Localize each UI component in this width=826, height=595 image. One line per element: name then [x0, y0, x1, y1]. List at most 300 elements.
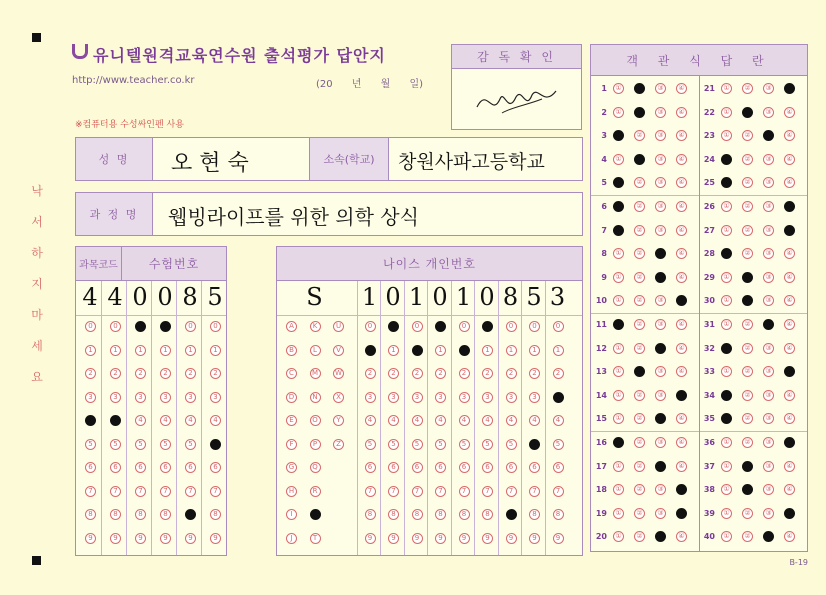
digit-bubble[interactable]: 3 — [529, 392, 540, 403]
digit-bubble[interactable]: 1 — [365, 345, 376, 356]
digit-bubble[interactable]: 0 — [185, 321, 196, 332]
answer-bubble[interactable]: ② — [742, 343, 753, 354]
digit-bubble[interactable]: 9 — [185, 533, 196, 544]
answer-bubble[interactable]: ① — [613, 531, 624, 542]
digit-bubble[interactable]: 4 — [506, 415, 517, 426]
digit-bubble[interactable]: 0 — [435, 321, 446, 332]
digit-bubble[interactable]: 0 — [553, 321, 564, 332]
letter-bubble[interactable]: X — [333, 392, 344, 403]
digit-bubble[interactable]: 0 — [412, 321, 423, 332]
digit-bubble[interactable]: 5 — [210, 439, 221, 450]
answer-bubble[interactable]: ③ — [655, 366, 666, 377]
digit-bubble[interactable]: 2 — [365, 368, 376, 379]
digit-bubble[interactable]: 9 — [85, 533, 96, 544]
answer-bubble[interactable]: ① — [721, 295, 732, 306]
digit-bubble[interactable]: 4 — [553, 415, 564, 426]
answer-bubble[interactable]: ④ — [784, 201, 795, 212]
answer-bubble[interactable]: ③ — [763, 272, 774, 283]
digit-bubble[interactable]: 4 — [459, 415, 470, 426]
digit-bubble[interactable]: 6 — [110, 462, 121, 473]
answer-bubble[interactable]: ② — [742, 461, 753, 472]
answer-bubble[interactable]: ② — [742, 201, 753, 212]
digit-bubble[interactable]: 6 — [529, 462, 540, 473]
digit-bubble[interactable]: 6 — [185, 462, 196, 473]
answer-bubble[interactable]: ③ — [655, 107, 666, 118]
digit-bubble[interactable]: 6 — [412, 462, 423, 473]
digit-bubble[interactable]: 5 — [435, 439, 446, 450]
letter-bubble[interactable]: N — [310, 392, 321, 403]
answer-bubble[interactable]: ② — [634, 154, 645, 165]
answer-bubble[interactable]: ③ — [763, 154, 774, 165]
digit-bubble[interactable]: 2 — [85, 368, 96, 379]
answer-bubble[interactable]: ① — [613, 130, 624, 141]
answer-bubble[interactable]: ④ — [676, 248, 687, 259]
digit-bubble[interactable]: 8 — [365, 509, 376, 520]
digit-bubble[interactable]: 3 — [365, 392, 376, 403]
answer-bubble[interactable]: ① — [613, 248, 624, 259]
digit-bubble[interactable]: 5 — [506, 439, 517, 450]
answer-bubble[interactable]: ③ — [763, 177, 774, 188]
answer-bubble[interactable]: ③ — [655, 413, 666, 424]
answer-bubble[interactable]: ① — [721, 437, 732, 448]
digit-bubble[interactable]: 3 — [185, 392, 196, 403]
answer-bubble[interactable]: ② — [634, 130, 645, 141]
digit-bubble[interactable]: 5 — [482, 439, 493, 450]
answer-bubble[interactable]: ① — [721, 83, 732, 94]
answer-bubble[interactable]: ① — [613, 319, 624, 330]
letter-bubble[interactable]: R — [310, 486, 321, 497]
digit-bubble[interactable]: 9 — [553, 533, 564, 544]
digit-bubble[interactable]: 0 — [210, 321, 221, 332]
answer-bubble[interactable]: ③ — [763, 390, 774, 401]
digit-bubble[interactable]: 7 — [110, 486, 121, 497]
digit-bubble[interactable]: 4 — [85, 415, 96, 426]
answer-bubble[interactable]: ① — [721, 107, 732, 118]
answer-bubble[interactable]: ③ — [655, 437, 666, 448]
answer-bubble[interactable]: ① — [613, 225, 624, 236]
digit-bubble[interactable]: 8 — [435, 509, 446, 520]
answer-bubble[interactable]: ③ — [763, 225, 774, 236]
digit-bubble[interactable]: 1 — [435, 345, 446, 356]
answer-bubble[interactable]: ① — [721, 366, 732, 377]
digit-bubble[interactable]: 5 — [160, 439, 171, 450]
digit-bubble[interactable]: 8 — [529, 509, 540, 520]
answer-bubble[interactable]: ④ — [676, 83, 687, 94]
digit-bubble[interactable]: 5 — [412, 439, 423, 450]
digit-bubble[interactable]: 9 — [210, 533, 221, 544]
answer-bubble[interactable]: ① — [613, 154, 624, 165]
digit-bubble[interactable]: 1 — [210, 345, 221, 356]
answer-bubble[interactable]: ② — [634, 461, 645, 472]
letter-bubble[interactable]: O — [310, 415, 321, 426]
digit-bubble[interactable]: 0 — [160, 321, 171, 332]
answer-bubble[interactable]: ① — [613, 484, 624, 495]
answer-bubble[interactable]: ④ — [676, 366, 687, 377]
digit-bubble[interactable]: 3 — [506, 392, 517, 403]
answer-bubble[interactable]: ② — [742, 413, 753, 424]
digit-bubble[interactable]: 8 — [553, 509, 564, 520]
answer-bubble[interactable]: ③ — [763, 107, 774, 118]
answer-bubble[interactable]: ② — [742, 319, 753, 330]
digit-bubble[interactable]: 4 — [435, 415, 446, 426]
digit-bubble[interactable]: 2 — [135, 368, 146, 379]
answer-bubble[interactable]: ③ — [655, 83, 666, 94]
answer-bubble[interactable]: ② — [742, 508, 753, 519]
digit-bubble[interactable]: 9 — [435, 533, 446, 544]
digit-bubble[interactable]: 3 — [412, 392, 423, 403]
letter-bubble[interactable]: C — [286, 368, 297, 379]
digit-bubble[interactable]: 2 — [459, 368, 470, 379]
digit-bubble[interactable]: 7 — [388, 486, 399, 497]
digit-bubble[interactable]: 7 — [553, 486, 564, 497]
answer-bubble[interactable]: ④ — [676, 295, 687, 306]
digit-bubble[interactable]: 3 — [160, 392, 171, 403]
answer-bubble[interactable]: ④ — [784, 366, 795, 377]
digit-bubble[interactable]: 1 — [412, 345, 423, 356]
answer-bubble[interactable]: ② — [634, 390, 645, 401]
digit-bubble[interactable]: 5 — [459, 439, 470, 450]
answer-bubble[interactable]: ① — [613, 177, 624, 188]
digit-bubble[interactable]: 0 — [506, 321, 517, 332]
digit-bubble[interactable]: 2 — [506, 368, 517, 379]
digit-bubble[interactable]: 9 — [135, 533, 146, 544]
answer-bubble[interactable]: ④ — [784, 107, 795, 118]
answer-bubble[interactable]: ③ — [763, 201, 774, 212]
digit-bubble[interactable]: 7 — [412, 486, 423, 497]
answer-bubble[interactable]: ③ — [655, 531, 666, 542]
letter-bubble[interactable]: I — [286, 509, 297, 520]
digit-bubble[interactable]: 8 — [482, 509, 493, 520]
answer-bubble[interactable]: ④ — [676, 177, 687, 188]
digit-bubble[interactable]: 1 — [482, 345, 493, 356]
answer-bubble[interactable]: ③ — [763, 295, 774, 306]
answer-bubble[interactable]: ① — [613, 413, 624, 424]
digit-bubble[interactable]: 6 — [553, 462, 564, 473]
digit-bubble[interactable]: 9 — [506, 533, 517, 544]
answer-bubble[interactable]: ① — [613, 390, 624, 401]
answer-bubble[interactable]: ③ — [655, 225, 666, 236]
letter-bubble[interactable]: W — [333, 368, 344, 379]
answer-bubble[interactable]: ③ — [655, 201, 666, 212]
digit-bubble[interactable]: 9 — [110, 533, 121, 544]
answer-bubble[interactable]: ① — [721, 319, 732, 330]
answer-bubble[interactable]: ③ — [655, 343, 666, 354]
digit-bubble[interactable]: 8 — [135, 509, 146, 520]
digit-bubble[interactable]: 8 — [388, 509, 399, 520]
answer-bubble[interactable]: ① — [613, 437, 624, 448]
answer-bubble[interactable]: ② — [634, 437, 645, 448]
digit-bubble[interactable]: 5 — [388, 439, 399, 450]
answer-bubble[interactable]: ① — [721, 390, 732, 401]
letter-bubble[interactable]: V — [333, 345, 344, 356]
digit-bubble[interactable]: 7 — [210, 486, 221, 497]
answer-bubble[interactable]: ④ — [784, 343, 795, 354]
digit-bubble[interactable]: 8 — [85, 509, 96, 520]
digit-bubble[interactable]: 9 — [388, 533, 399, 544]
answer-bubble[interactable]: ④ — [784, 437, 795, 448]
answer-bubble[interactable]: ① — [721, 130, 732, 141]
answer-bubble[interactable]: ① — [613, 461, 624, 472]
answer-bubble[interactable]: ① — [613, 343, 624, 354]
answer-bubble[interactable]: ④ — [676, 413, 687, 424]
answer-bubble[interactable]: ② — [742, 484, 753, 495]
digit-bubble[interactable]: 7 — [160, 486, 171, 497]
digit-bubble[interactable]: 3 — [135, 392, 146, 403]
digit-bubble[interactable]: 2 — [482, 368, 493, 379]
answer-bubble[interactable]: ③ — [763, 461, 774, 472]
digit-bubble[interactable]: 0 — [85, 321, 96, 332]
digit-bubble[interactable]: 0 — [388, 321, 399, 332]
digit-bubble[interactable]: 3 — [210, 392, 221, 403]
digit-bubble[interactable]: 5 — [365, 439, 376, 450]
digit-bubble[interactable]: 1 — [529, 345, 540, 356]
digit-bubble[interactable]: 6 — [482, 462, 493, 473]
answer-bubble[interactable]: ② — [634, 508, 645, 519]
answer-bubble[interactable]: ① — [613, 83, 624, 94]
digit-bubble[interactable]: 9 — [529, 533, 540, 544]
answer-bubble[interactable]: ② — [634, 107, 645, 118]
digit-bubble[interactable]: 1 — [506, 345, 517, 356]
letter-bubble[interactable]: U — [333, 321, 344, 332]
answer-bubble[interactable]: ① — [613, 201, 624, 212]
digit-bubble[interactable]: 9 — [482, 533, 493, 544]
answer-bubble[interactable]: ② — [742, 130, 753, 141]
digit-bubble[interactable]: 7 — [85, 486, 96, 497]
answer-bubble[interactable]: ④ — [676, 343, 687, 354]
answer-bubble[interactable]: ③ — [763, 413, 774, 424]
answer-bubble[interactable]: ① — [721, 177, 732, 188]
answer-bubble[interactable]: ① — [721, 484, 732, 495]
letter-bubble[interactable]: K — [310, 321, 321, 332]
letter-bubble[interactable]: Y — [333, 415, 344, 426]
digit-bubble[interactable]: 9 — [160, 533, 171, 544]
answer-bubble[interactable]: ③ — [655, 484, 666, 495]
digit-bubble[interactable]: 9 — [365, 533, 376, 544]
answer-bubble[interactable]: ④ — [784, 154, 795, 165]
digit-bubble[interactable]: 5 — [553, 439, 564, 450]
digit-bubble[interactable]: 9 — [459, 533, 470, 544]
answer-bubble[interactable]: ② — [634, 295, 645, 306]
answer-bubble[interactable]: ② — [634, 177, 645, 188]
answer-bubble[interactable]: ② — [742, 437, 753, 448]
digit-bubble[interactable]: 2 — [388, 368, 399, 379]
digit-bubble[interactable]: 8 — [110, 509, 121, 520]
answer-bubble[interactable]: ③ — [763, 508, 774, 519]
answer-bubble[interactable]: ② — [634, 248, 645, 259]
digit-bubble[interactable]: 6 — [435, 462, 446, 473]
digit-bubble[interactable]: 6 — [85, 462, 96, 473]
digit-bubble[interactable]: 5 — [85, 439, 96, 450]
letter-bubble[interactable]: S — [310, 509, 321, 520]
answer-bubble[interactable]: ④ — [676, 107, 687, 118]
digit-bubble[interactable]: 4 — [412, 415, 423, 426]
answer-bubble[interactable]: ② — [634, 319, 645, 330]
letter-bubble[interactable]: D — [286, 392, 297, 403]
answer-bubble[interactable]: ① — [721, 531, 732, 542]
answer-bubble[interactable]: ② — [634, 413, 645, 424]
answer-bubble[interactable]: ④ — [676, 437, 687, 448]
digit-bubble[interactable]: 4 — [110, 415, 121, 426]
digit-bubble[interactable]: 7 — [459, 486, 470, 497]
answer-bubble[interactable]: ① — [613, 272, 624, 283]
digit-bubble[interactable]: 4 — [185, 415, 196, 426]
answer-bubble[interactable]: ① — [721, 413, 732, 424]
answer-bubble[interactable]: ④ — [676, 531, 687, 542]
letter-bubble[interactable]: F — [286, 439, 297, 450]
answer-bubble[interactable]: ② — [742, 366, 753, 377]
answer-bubble[interactable]: ③ — [763, 366, 774, 377]
answer-bubble[interactable]: ④ — [676, 484, 687, 495]
answer-bubble[interactable]: ③ — [655, 177, 666, 188]
answer-bubble[interactable]: ③ — [655, 130, 666, 141]
answer-bubble[interactable]: ② — [634, 225, 645, 236]
answer-bubble[interactable]: ③ — [763, 83, 774, 94]
answer-bubble[interactable]: ④ — [784, 413, 795, 424]
digit-bubble[interactable]: 8 — [506, 509, 517, 520]
digit-bubble[interactable]: 4 — [529, 415, 540, 426]
answer-bubble[interactable]: ③ — [763, 130, 774, 141]
digit-bubble[interactable]: 0 — [459, 321, 470, 332]
digit-bubble[interactable]: 6 — [365, 462, 376, 473]
digit-bubble[interactable]: 3 — [459, 392, 470, 403]
answer-bubble[interactable]: ④ — [676, 272, 687, 283]
answer-bubble[interactable]: ④ — [784, 248, 795, 259]
digit-bubble[interactable]: 1 — [553, 345, 564, 356]
digit-bubble[interactable]: 7 — [482, 486, 493, 497]
answer-bubble[interactable]: ④ — [676, 390, 687, 401]
digit-bubble[interactable]: 2 — [412, 368, 423, 379]
digit-bubble[interactable]: 6 — [160, 462, 171, 473]
answer-bubble[interactable]: ③ — [655, 272, 666, 283]
answer-bubble[interactable]: ① — [721, 225, 732, 236]
answer-bubble[interactable]: ③ — [763, 248, 774, 259]
digit-bubble[interactable]: 1 — [459, 345, 470, 356]
digit-bubble[interactable]: 4 — [210, 415, 221, 426]
digit-bubble[interactable]: 5 — [110, 439, 121, 450]
answer-bubble[interactable]: ② — [742, 225, 753, 236]
digit-bubble[interactable]: 4 — [482, 415, 493, 426]
digit-bubble[interactable]: 7 — [135, 486, 146, 497]
answer-bubble[interactable]: ② — [634, 83, 645, 94]
answer-bubble[interactable]: ④ — [784, 130, 795, 141]
digit-bubble[interactable]: 0 — [482, 321, 493, 332]
digit-bubble[interactable]: 4 — [388, 415, 399, 426]
digit-bubble[interactable]: 6 — [459, 462, 470, 473]
answer-bubble[interactable]: ② — [742, 83, 753, 94]
letter-bubble[interactable]: Z — [333, 439, 344, 450]
answer-bubble[interactable]: ① — [721, 154, 732, 165]
answer-bubble[interactable]: ② — [634, 343, 645, 354]
letter-bubble[interactable]: M — [310, 368, 321, 379]
answer-bubble[interactable]: ② — [742, 295, 753, 306]
digit-bubble[interactable]: 5 — [135, 439, 146, 450]
digit-bubble[interactable]: 9 — [412, 533, 423, 544]
digit-bubble[interactable]: 7 — [435, 486, 446, 497]
answer-bubble[interactable]: ① — [613, 295, 624, 306]
answer-bubble[interactable]: ③ — [655, 248, 666, 259]
digit-bubble[interactable]: 4 — [365, 415, 376, 426]
digit-bubble[interactable]: 1 — [185, 345, 196, 356]
answer-bubble[interactable]: ② — [742, 107, 753, 118]
answer-bubble[interactable]: ③ — [655, 508, 666, 519]
letter-bubble[interactable]: P — [310, 439, 321, 450]
digit-bubble[interactable]: 8 — [210, 509, 221, 520]
digit-bubble[interactable]: 8 — [160, 509, 171, 520]
digit-bubble[interactable]: 6 — [388, 462, 399, 473]
digit-bubble[interactable]: 4 — [135, 415, 146, 426]
letter-bubble[interactable]: L — [310, 345, 321, 356]
digit-bubble[interactable]: 0 — [135, 321, 146, 332]
digit-bubble[interactable]: 1 — [135, 345, 146, 356]
answer-bubble[interactable]: ① — [613, 508, 624, 519]
digit-bubble[interactable]: 8 — [412, 509, 423, 520]
answer-bubble[interactable]: ③ — [763, 531, 774, 542]
answer-bubble[interactable]: ③ — [763, 484, 774, 495]
answer-bubble[interactable]: ③ — [655, 390, 666, 401]
answer-bubble[interactable]: ③ — [763, 437, 774, 448]
answer-bubble[interactable]: ② — [634, 531, 645, 542]
answer-bubble[interactable]: ④ — [784, 461, 795, 472]
answer-bubble[interactable]: ④ — [676, 461, 687, 472]
answer-bubble[interactable]: ② — [742, 248, 753, 259]
digit-bubble[interactable]: 0 — [110, 321, 121, 332]
answer-bubble[interactable]: ④ — [676, 154, 687, 165]
digit-bubble[interactable]: 3 — [110, 392, 121, 403]
answer-bubble[interactable]: ④ — [676, 508, 687, 519]
answer-bubble[interactable]: ④ — [784, 390, 795, 401]
answer-bubble[interactable]: ① — [613, 366, 624, 377]
letter-bubble[interactable]: T — [310, 533, 321, 544]
digit-bubble[interactable]: 3 — [435, 392, 446, 403]
digit-bubble[interactable]: 3 — [388, 392, 399, 403]
answer-bubble[interactable]: ④ — [784, 295, 795, 306]
digit-bubble[interactable]: 1 — [85, 345, 96, 356]
letter-bubble[interactable]: G — [286, 462, 297, 473]
answer-bubble[interactable]: ④ — [784, 484, 795, 495]
digit-bubble[interactable]: 7 — [365, 486, 376, 497]
answer-bubble[interactable]: ① — [721, 508, 732, 519]
digit-bubble[interactable]: 2 — [435, 368, 446, 379]
answer-bubble[interactable]: ① — [721, 272, 732, 283]
digit-bubble[interactable]: 7 — [529, 486, 540, 497]
answer-bubble[interactable]: ② — [742, 390, 753, 401]
letter-bubble[interactable]: A — [286, 321, 297, 332]
letter-bubble[interactable]: J — [286, 533, 297, 544]
answer-bubble[interactable]: ② — [634, 201, 645, 212]
digit-bubble[interactable]: 2 — [553, 368, 564, 379]
digit-bubble[interactable]: 0 — [365, 321, 376, 332]
answer-bubble[interactable]: ④ — [784, 83, 795, 94]
answer-bubble[interactable]: ④ — [676, 319, 687, 330]
answer-bubble[interactable]: ④ — [784, 319, 795, 330]
answer-bubble[interactable]: ② — [742, 531, 753, 542]
answer-bubble[interactable]: ④ — [784, 272, 795, 283]
answer-bubble[interactable]: ④ — [676, 201, 687, 212]
answer-bubble[interactable]: ① — [721, 461, 732, 472]
digit-bubble[interactable]: 2 — [160, 368, 171, 379]
answer-bubble[interactable]: ② — [742, 154, 753, 165]
answer-bubble[interactable]: ③ — [655, 154, 666, 165]
digit-bubble[interactable]: 6 — [135, 462, 146, 473]
answer-bubble[interactable]: ② — [742, 272, 753, 283]
answer-bubble[interactable]: ④ — [784, 508, 795, 519]
answer-bubble[interactable]: ② — [742, 177, 753, 188]
answer-bubble[interactable]: ④ — [784, 225, 795, 236]
digit-bubble[interactable]: 0 — [529, 321, 540, 332]
digit-bubble[interactable]: 1 — [160, 345, 171, 356]
letter-bubble[interactable]: Q — [310, 462, 321, 473]
digit-bubble[interactable]: 8 — [185, 509, 196, 520]
